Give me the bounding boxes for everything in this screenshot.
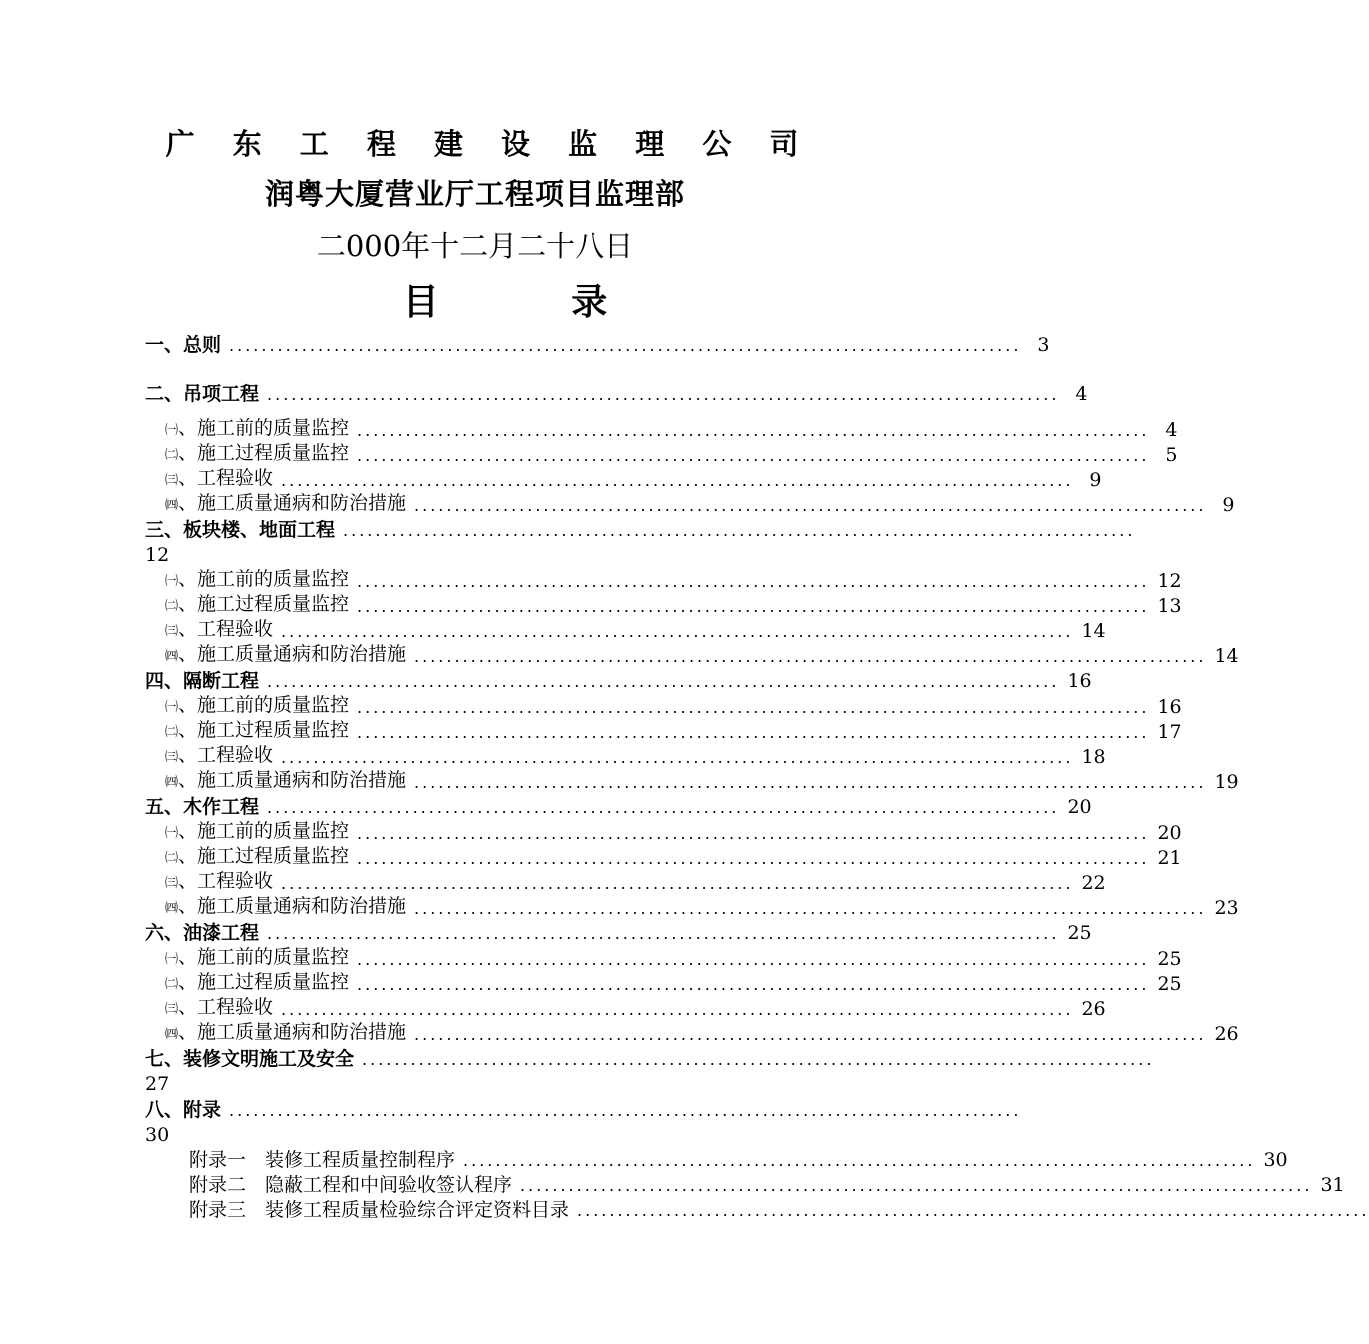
toc-label: ㈠、施工前的质量监控 [165,416,350,439]
leader-dots: .................................................................................................. [357,445,1150,465]
leader-dots: .................................................................................................. [267,798,1060,818]
leader-dots: .................................................................................................. [414,496,1207,516]
toc-page: 13 [1157,594,1182,617]
toc-entry-appendix[interactable] [145,1097,1022,1122]
leader-dots: .................................................................................................. [357,823,1150,843]
leader-dots: .................................................................................................. [414,647,1207,667]
toc-label: 七、装修文明施工及安全 [145,1048,355,1071]
toc-page: 3 [1037,334,1050,357]
toc-label: ㈡、施工过程质量监控 [165,592,350,615]
leader-dots: .................................................................................................. [267,924,1060,944]
toc-subentry[interactable] [145,592,1182,619]
toc-page: 12 [1157,569,1182,592]
toc-entry-partition[interactable] [145,669,1092,694]
toc-subentry[interactable] [145,819,1182,845]
toc-page: 25 [1157,972,1182,995]
leader-dots: .................................................................................................. [357,722,1150,742]
leader-dots: .................................................................................................. [281,748,1074,767]
toc-label: 附录二 隐蔽工程和中间验收签认程序 [189,1174,513,1197]
toc-subentry[interactable] [145,567,1182,594]
leader-dots: .................................................................................................. [357,697,1150,717]
toc-label: ㈣、施工质量通病和防治措施 [165,1021,407,1044]
leader-dots: .................................................................................................. [357,420,1150,440]
toc-subentry[interactable] [145,693,1182,719]
toc-page: 18 [1081,746,1106,768]
leader-dots: .................................................................................................. [414,1025,1207,1045]
toc-appendix-entry[interactable] [145,1198,1369,1223]
toc-subentry[interactable] [145,970,1182,997]
toc-entry-safety[interactable] [145,1047,1155,1072]
toc-label: 五、木作工程 [145,796,260,819]
leader-dots: .................................................................................................. [577,1201,1369,1221]
toc-page: 26 [1081,997,1106,1020]
toc-label: 附录三 装修工程质量检验综合评定资料目录 [189,1199,570,1222]
leader-dots: .................................................................................................. [267,385,1060,405]
leader-dots: .................................................................................................. [343,521,1136,541]
toc-subentry[interactable] [145,995,1106,1022]
toc-entry-woodwork[interactable] [145,795,1092,820]
toc-page: 4 [1165,418,1178,441]
leader-dots: .................................................................................................. [357,596,1150,616]
toc-appendix-entry[interactable] [145,1173,1345,1198]
toc-subentry[interactable] [145,618,1106,644]
toc-page: 12 [145,544,170,567]
toc-label: ㈢、工程验收 [165,466,274,489]
toc-label: 四、隔断工程 [145,670,260,693]
toc-label: ㈡、施工过程质量监控 [165,441,350,464]
toc-label: ㈣、施工质量通病和防治措施 [165,769,407,792]
toc-page: 21 [1157,846,1182,869]
toc-page: 19 [1214,771,1239,794]
toc-page: 31 [1320,1174,1345,1197]
toc-subentry[interactable] [145,718,1182,745]
toc-label: ㈡、施工过程质量监控 [165,718,350,741]
toc-label: 附录一 装修工程质量控制程序 [189,1149,456,1171]
toc-page: 23 [1214,897,1239,920]
toc-label: ㈠、施工前的质量监控 [165,567,350,590]
toc-subentry[interactable] [145,466,1102,493]
toc-label: ㈣、施工质量通病和防治措施 [165,492,407,515]
toc-page: 30 [1263,1149,1288,1171]
toc-title: 目 录 [402,281,668,323]
leader-dots: .................................................................................................. [281,999,1074,1019]
toc-page: 5 [1165,443,1178,466]
toc-label: ㈡、施工过程质量监控 [165,844,350,867]
toc-page: 25 [1157,947,1182,970]
toc-label: ㈠、施工前的质量监控 [165,693,350,716]
toc-label: 一、总则 [145,334,222,357]
toc-subentry[interactable] [145,416,1178,442]
toc-page: 14 [1214,645,1239,668]
toc-label: 三、板块楼、地面工程 [145,519,336,542]
toc-page: 4 [1075,383,1088,406]
toc-label: 八、附录 [145,1098,222,1121]
toc-subentry[interactable] [145,769,1239,795]
toc-label: ㈢、工程验收 [165,744,274,766]
toc-subentry[interactable] [145,844,1182,871]
toc-label: ㈢、工程验收 [165,869,274,892]
leader-dots: .................................................................................................. [267,672,1060,692]
toc-page: 17 [1157,720,1182,743]
leader-dots: .................................................................................................. [281,622,1074,642]
toc-entry-general[interactable] [145,333,1050,358]
leader-dots: .................................................................................................. [229,336,1022,356]
toc-label: ㈡、施工过程质量监控 [165,970,350,993]
leader-dots: .................................................................................................. [357,848,1150,868]
leader-dots: .................................................................................................. [520,1176,1313,1196]
toc-appendix-entry[interactable] [145,1148,1288,1173]
leader-dots: .................................................................................................. [463,1151,1256,1170]
leader-dots: .................................................................................................. [229,1100,1022,1120]
document-date: 二000年十二月二十八日 [316,229,634,263]
leader-dots: .................................................................................................. [357,974,1150,994]
toc-label: 二、吊项工程 [145,383,260,406]
toc-page: 26 [1214,1023,1239,1046]
toc-label: ㈢、工程验收 [165,995,274,1018]
leader-dots: .................................................................................................. [281,873,1074,893]
toc-label: 六、油漆工程 [145,922,260,945]
leader-dots: .................................................................................................. [357,571,1150,591]
toc-subentry[interactable] [145,441,1178,468]
toc-page: 20 [1157,821,1182,844]
toc-subentry[interactable] [145,869,1106,896]
toc-label: ㈣、施工质量通病和防治措施 [165,643,407,666]
toc-subentry[interactable] [145,1021,1239,1047]
leader-dots: .................................................................................................. [362,1050,1155,1070]
toc-label: ㈣、施工质量通病和防治措施 [165,895,407,918]
toc-label: ㈠、施工前的质量监控 [165,945,350,968]
toc-page: 25 [1067,922,1092,945]
toc-subentry[interactable] [145,643,1239,669]
toc-page: 9 [1222,494,1235,517]
toc-entry-painting[interactable] [145,921,1092,946]
toc-page: 30 [145,1123,170,1146]
department-name: 润粤大厦营业厅工程项目监理部 [264,177,685,211]
toc-subentry[interactable] [145,895,1239,921]
leader-dots: .................................................................................................. [414,773,1207,793]
toc-entry-ceiling[interactable] [145,382,1088,407]
toc-page: 14 [1081,620,1106,643]
toc-subentry[interactable] [145,744,1106,770]
toc-page: 20 [1067,796,1092,819]
toc-page: 22 [1081,871,1106,894]
company-name: 广 东 工 程 建 设 监 理 公 司 [165,127,813,161]
toc-label: ㈢、工程验收 [165,618,274,641]
toc-subentry[interactable] [145,945,1182,971]
leader-dots: .................................................................................................. [281,470,1074,490]
table-of-contents [145,333,1369,1223]
toc-page: 9 [1089,468,1102,491]
leader-dots: .................................................................................................. [414,899,1207,919]
toc-label: ㈠、施工前的质量监控 [165,819,350,842]
toc-entry-floor[interactable] [145,518,1136,543]
toc-page: 16 [1157,695,1182,718]
toc-page: 16 [1067,670,1092,693]
toc-subentry[interactable] [145,492,1235,518]
toc-page: 27 [145,1073,170,1096]
leader-dots: .................................................................................................. [357,949,1150,969]
